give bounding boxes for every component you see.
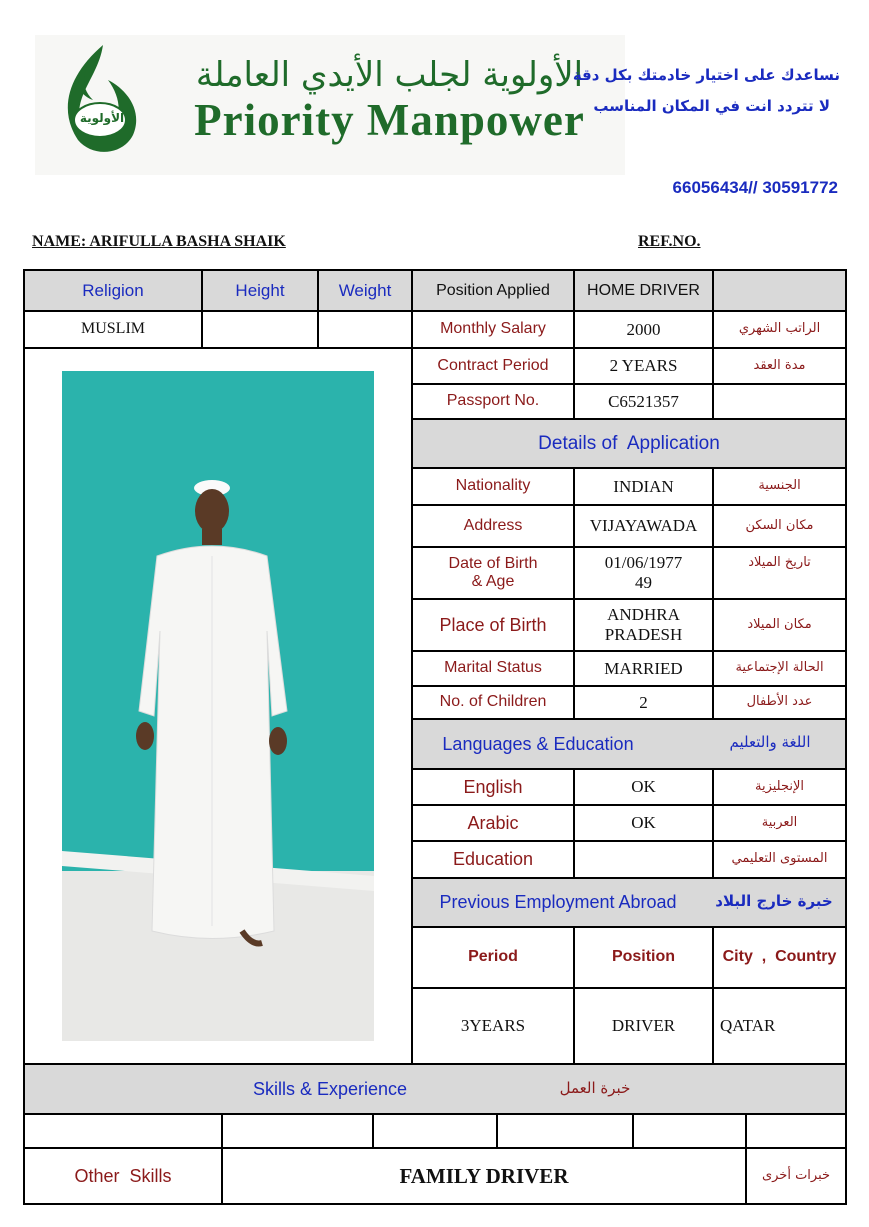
education-label: Education bbox=[452, 849, 534, 870]
dob-label-line1: Date of Birth bbox=[448, 554, 538, 572]
languages-header-arabic: اللغة والتعليم bbox=[729, 732, 811, 751]
nationality-label: Nationality bbox=[455, 477, 531, 495]
dob-label-line2: & Age bbox=[471, 573, 515, 590]
pob-value bbox=[575, 600, 712, 650]
employment-position: DRIVER bbox=[611, 1016, 676, 1036]
contract-arabic: مدة العقد bbox=[753, 357, 806, 373]
pob-label: Place of Birth bbox=[439, 614, 547, 635]
languages-header: Languages & Education bbox=[442, 733, 634, 754]
passport-arabic bbox=[714, 385, 845, 418]
logo-english-name: Priority Manpower bbox=[194, 95, 585, 145]
grid-line bbox=[745, 1113, 747, 1149]
address-value: VIJAYAWADA bbox=[589, 516, 698, 536]
skills-header: Skills & Experience bbox=[252, 1078, 408, 1099]
grid-line bbox=[221, 1113, 223, 1149]
religion-value: MUSLIM bbox=[80, 320, 145, 338]
position-column-header: Position bbox=[611, 948, 676, 966]
logo-emblem-icon bbox=[48, 40, 148, 160]
salary-label: Monthly Salary bbox=[440, 320, 546, 338]
marital-value: MARRIED bbox=[604, 658, 683, 678]
employment-header: Previous Employment Abroad bbox=[439, 892, 677, 913]
logo-emblem-text: الأولوية bbox=[79, 111, 125, 125]
skills-header-arabic: خبرة العمل bbox=[559, 1079, 631, 1098]
dob-value bbox=[575, 548, 712, 598]
employment-city: QATAR bbox=[720, 1016, 776, 1036]
weight-header: Weight bbox=[338, 281, 392, 301]
passport-label: Passport No. bbox=[446, 392, 540, 410]
weight-value bbox=[319, 312, 411, 347]
nationality-arabic: الجنسية bbox=[758, 478, 801, 494]
arabic-arabic: العربية bbox=[761, 814, 798, 830]
pob-value-line1: ANDHRA bbox=[607, 605, 680, 625]
address-arabic: مكان السكن bbox=[745, 517, 814, 533]
pob-arabic: مكان الميلاد bbox=[747, 616, 812, 632]
education-arabic: المستوى التعليمي bbox=[731, 851, 828, 867]
children-value: 2 bbox=[639, 692, 648, 712]
contract-label: Contract Period bbox=[437, 356, 549, 374]
city-column-header: City , Country bbox=[722, 948, 837, 966]
other-skills-arabic: خبرات أخرى bbox=[761, 1167, 831, 1183]
children-label: No. of Children bbox=[439, 693, 547, 711]
tagline-line1: نساعدك على اختيار خادمتك بكل دقة bbox=[572, 66, 840, 84]
height-header: Height bbox=[235, 281, 285, 301]
arabic-label: Arabic bbox=[467, 812, 519, 833]
salary-value: 2000 bbox=[626, 319, 661, 339]
grid-line bbox=[372, 1113, 374, 1149]
arabic-value: OK bbox=[631, 813, 656, 833]
dob-arabic: تاريخ الميلاد bbox=[748, 554, 811, 570]
table-border bbox=[23, 1203, 847, 1205]
children-arabic: عدد الأطفال bbox=[746, 694, 813, 710]
position-applied-value: HOME DRIVER bbox=[587, 281, 700, 299]
education-value bbox=[575, 842, 712, 877]
grid-line bbox=[632, 1113, 634, 1149]
grid-line bbox=[496, 1113, 498, 1149]
height-value bbox=[203, 312, 317, 347]
other-skills-value: FAMILY DRIVER bbox=[399, 1163, 569, 1188]
table-border bbox=[23, 269, 847, 271]
period-column-header: Period bbox=[468, 948, 518, 966]
employment-header-arabic: خبرة خارج البلاد bbox=[715, 891, 833, 910]
logo-arabic-name: الأولوية لجلب الأيدي العاملة bbox=[195, 55, 584, 95]
marital-arabic: الحالة الإجتماعية bbox=[735, 660, 824, 676]
position-applied-label: Position Applied bbox=[436, 281, 550, 299]
other-skills-label: Other Skills bbox=[74, 1165, 172, 1186]
ref-number-label: REF.NO. bbox=[638, 233, 701, 250]
employment-period: 3YEARS bbox=[460, 1016, 526, 1036]
english-value: OK bbox=[631, 777, 656, 797]
candidate-photo bbox=[62, 371, 374, 1041]
pob-value-line2: PRADESH bbox=[604, 625, 683, 644]
grid-line bbox=[23, 1113, 847, 1115]
religion-header: Religion bbox=[82, 281, 144, 301]
dob-value-age: 49 bbox=[635, 573, 652, 592]
passport-value: C6521357 bbox=[608, 391, 679, 411]
salary-arabic: الراتب الشهري bbox=[738, 321, 821, 337]
address-label: Address bbox=[463, 516, 523, 534]
dob-label bbox=[413, 548, 573, 598]
candidate-name: NAME: ARIFULLA BASHA SHAIK bbox=[32, 233, 286, 250]
dob-value-date: 01/06/1977 bbox=[604, 553, 683, 573]
marital-label: Marital Status bbox=[444, 659, 542, 677]
english-label: English bbox=[463, 776, 523, 797]
tagline-line2: لا تتردد انت في المكان المناسب bbox=[593, 97, 830, 115]
details-header: Details of Application bbox=[538, 432, 720, 454]
english-arabic: الإنجليزية bbox=[754, 778, 805, 794]
contract-value: 2 YEARS bbox=[609, 356, 678, 376]
nationality-value: INDIAN bbox=[613, 476, 674, 496]
phone-numbers: 66056434// 30591772 bbox=[672, 178, 838, 197]
